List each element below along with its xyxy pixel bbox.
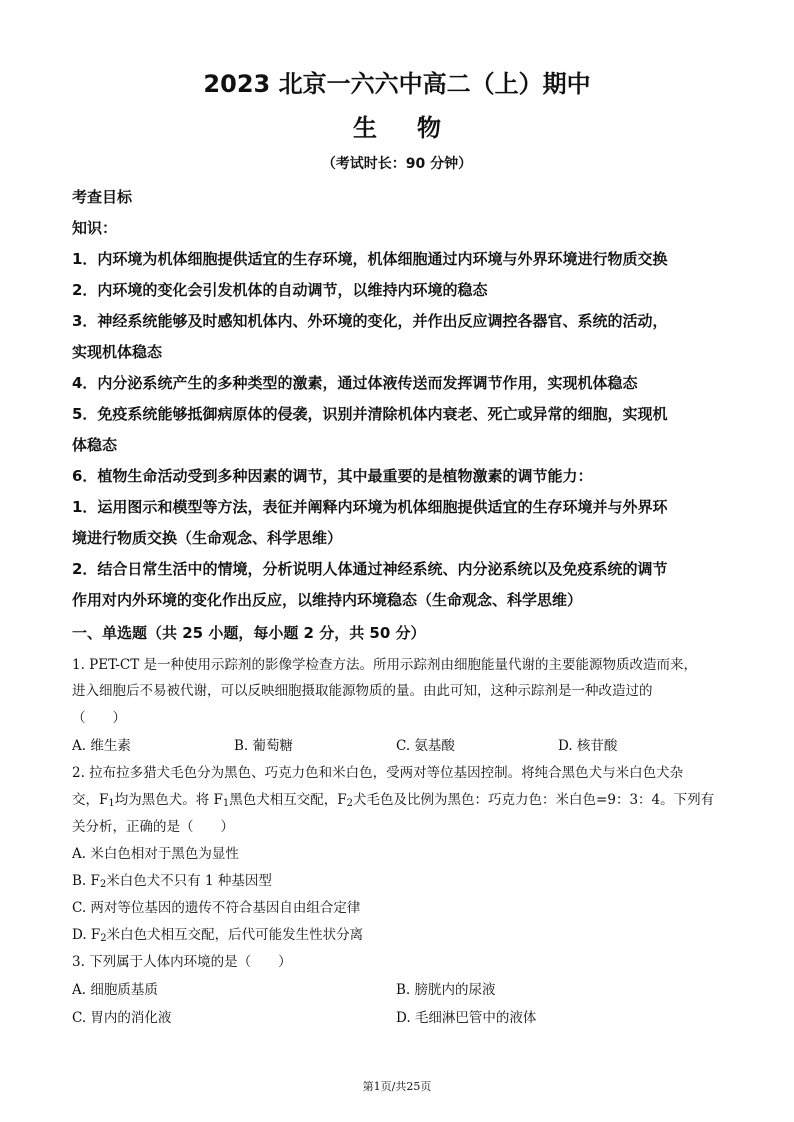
objective-line: 作用对内外环境的变化作出反应，以维持内环境稳态（生命观念、科学思维） [72, 591, 583, 609]
objective-line: 1．运用图示和模型等方法，表征并阐释内环境为机体细胞提供适宜的生存环境并与外界环 [72, 498, 668, 516]
q1-option-d: D. 核苷酸 [558, 738, 618, 754]
q3-option-a: A. 细胞质基质 [72, 982, 158, 998]
q1-option-a: A. 维生素 [72, 738, 131, 754]
subject-title: 生物 [353, 114, 481, 142]
q2-text: 均为黑色犬。将 F [114, 792, 223, 808]
q2-subscript: 2 [99, 879, 107, 890]
objective-line: 1．内环境为机体细胞提供适宜的生存环境，机体细胞通过内环境与外界环境进行物质交换 [72, 250, 668, 268]
q2-line: 2. 拉布拉多猎犬毛色分为黑色、巧克力色和米白色，受两对等位基因控制。将纯合黑色犬与米白色犬杂 [72, 765, 684, 781]
q2-text: 米白色犬不只有 1 种基因型 [106, 873, 272, 889]
q2-option-b [72, 869, 272, 890]
q2-option-c: C. 两对等位基因的遗传不符合基因自由组合定律 [72, 900, 361, 916]
q2-subscript: 1 [108, 798, 115, 809]
q2-text: 犬毛色及比例为黑色：巧克力色：米白色=9：3：4。下列有 [353, 792, 715, 808]
objectives-heading: 考查目标 [72, 188, 133, 206]
q2-line [72, 788, 714, 809]
q2-option-d [72, 923, 363, 944]
q3-stem: 3. 下列属于人体内环境的是（ ） [72, 954, 292, 970]
objective-line: 4．内分泌系统产生的多种类型的激素，通过体液传送而发挥调节作用，实现机体稳态 [72, 374, 638, 392]
q2-text: D. F [72, 927, 101, 943]
q2-text: 黑色犬相互交配，F [229, 792, 347, 808]
exam-duration: （考试时长：90 分钟） [321, 156, 473, 172]
q3-option-d: D. 毛细淋巴管中的液体 [396, 1010, 537, 1026]
objective-line: 3．神经系统能够及时感知机体内、外环境的变化，并作出反应调控各器官、系统的活动， [72, 312, 668, 330]
objective-line: 6．植物生命活动受到多种因素的调节，其中最重要的是植物激素的调节能力： [72, 467, 593, 485]
q2-text: B. F [72, 873, 100, 889]
q2-line: 关分析，正确的是（ ） [72, 819, 234, 835]
q2-text: 交，F [72, 792, 109, 808]
q2-option-a: A. 米白色相对于黑色为显性 [72, 846, 239, 862]
objective-line: 2．结合日常生活中的情境，分析说明人体通过神经系统、内分泌系统以及免疫系统的调节 [72, 560, 668, 578]
q1-option-b: B. 葡萄糖 [234, 738, 294, 754]
q2-subscript: 1 [222, 798, 230, 809]
q1-line: 进入细胞后不易被代谢，可以反映细胞摄取能源物质的量。由此可知，这种示踪剂是一种改造过的 [72, 683, 653, 699]
objective-line: 体稳态 [72, 436, 118, 454]
q3-option-b: B. 膀胱内的尿液 [396, 982, 496, 998]
objective-line: 境进行物质交换（生命观念、科学思维） [72, 529, 343, 547]
section-heading: 一、单选题（共 25 小题，每小题 2 分，共 50 分） [72, 624, 426, 642]
knowledge-label: 知识： [72, 219, 118, 237]
q1-paren: （ ） [72, 710, 126, 726]
q1-line: 1. PET-CT 是一种使用示踪剂的影像学检查方法。所用示踪剂由细胞能量代谢的主要能源物质改造而来， [72, 657, 698, 673]
q2-text: 米白色犬相互交配，后代可能发生性状分离 [106, 927, 364, 943]
objective-line: 2．内环境的变化会引发机体的自动调节，以维持内环境的稳态 [72, 281, 488, 299]
page-number: 第1页/共25页 [362, 1080, 432, 1093]
objective-line: 5．免疫系统能够抵御病原体的侵袭，识别并清除机体内衰老、死亡或异常的细胞，实现机 [72, 405, 668, 423]
objective-line: 实现机体稳态 [72, 343, 163, 361]
exam-title: 2023 北京一六六中高二（上）期中 [203, 70, 591, 98]
q1-option-c: C. 氨基酸 [396, 738, 455, 754]
q2-subscript: 2 [346, 798, 354, 809]
q2-subscript: 2 [100, 933, 107, 944]
q3-option-c: C. 胃内的消化液 [72, 1010, 172, 1026]
